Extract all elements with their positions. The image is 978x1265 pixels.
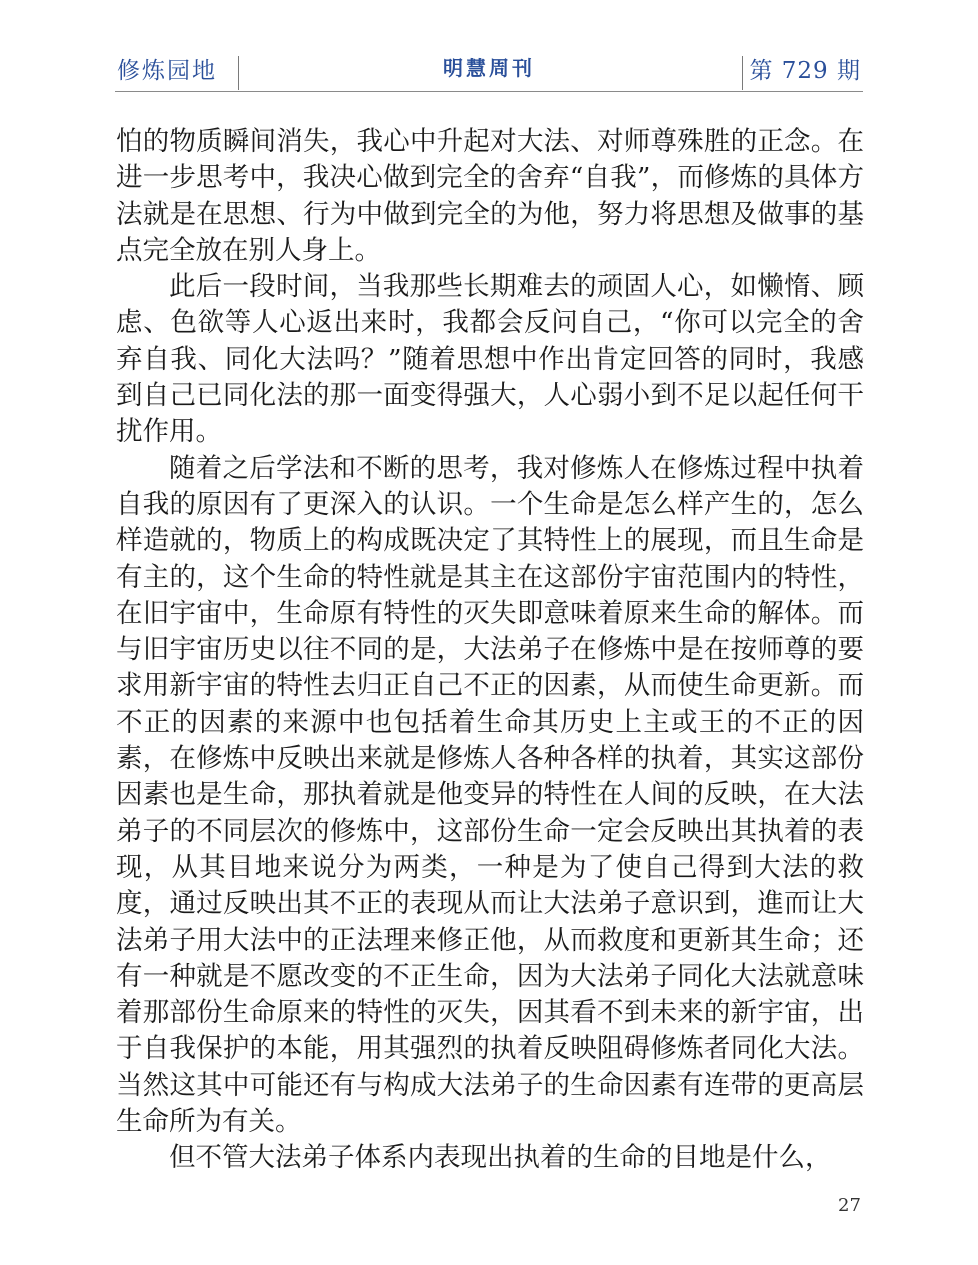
header-divider-right [742,56,743,90]
page-number: 27 [838,1195,861,1216]
issue-number: 第 729 期 [749,58,861,84]
paragraph: 此后一段时间，当我那些长期难去的顽固人心，如懒惰、顾虑、色欲等人心返出来时，我都会反问自己，“你可以完全的舍弃自我、同化大法吗？”随着思想中作出肯定回答的同时，我感到自己已同化法的那一面变得强大，人心弱小到不足以起任何干扰作用。 [116,271,864,448]
paragraph: 随着之后学法和不断的思考，我对修炼人在修炼过程中执着自我的原因有了更深入的认识。一个生命是怎么样产生的，怎么样造就的，物质上的构成既决定了其特性上的展现，而且生命是有主的，这个生命的特性就是其主在这部份宇宙范围内的特性，在旧宇宙中，生命原有特性的灭失即意味着原来生命的解体。而与旧宇宙历史以往不同的是，大法弟子在修炼中是在按师尊的要求用新宇宙的特性去归正自己不正的因素，从而使生命更新。而不正的因素的来源中也包括着生命其历史上主或王的不正的因素，在修炼中反映出来就是修炼人各种各样的执着，其实这部份因素也是生命，那执着就是他变异的特性在人间的反映，在大法弟子的不同层次的修炼中，这部份生命一定会反映出其执着的表现，从其目地来说分为两类，一种是为了使自己得到大法的救度，通过反映出其不正的表现从而让大法弟子意识到，進而让大法弟子用大法中的正法理来修正他，从而救度和更新其生命；还有一种就是不愿改变的不正生命，因为大法弟子同化大法就意味着那部份生命原来的特性的灭失，因其看不到未来的新宇宙，出于自我保护的本能，用其强烈的执着反映阻碍修炼者同化大法。当然这其中可能还有与构成大法弟子的生命因素有连带的更高层生命所为有关。 [116,452,864,1138]
page-header [115,48,863,92]
publication-title: 明慧周刊 [443,56,535,80]
paragraph: 怕的物质瞬间消失，我心中升起对大法、对师尊殊胜的正念。在进一步思考中，我决心做到完全的舍弃“自我”，而修炼的具体方法就是在思想、行为中做到完全的为他，努力将思想及做事的基点完全放在别人身上。 [116,126,864,266]
paragraph: 但不管大法弟子体系内表现出执着的生命的目地是什么， [169,1142,832,1174]
header-rule [115,91,863,92]
section-title: 修炼园地 [117,58,217,84]
article-body [116,124,864,1177]
